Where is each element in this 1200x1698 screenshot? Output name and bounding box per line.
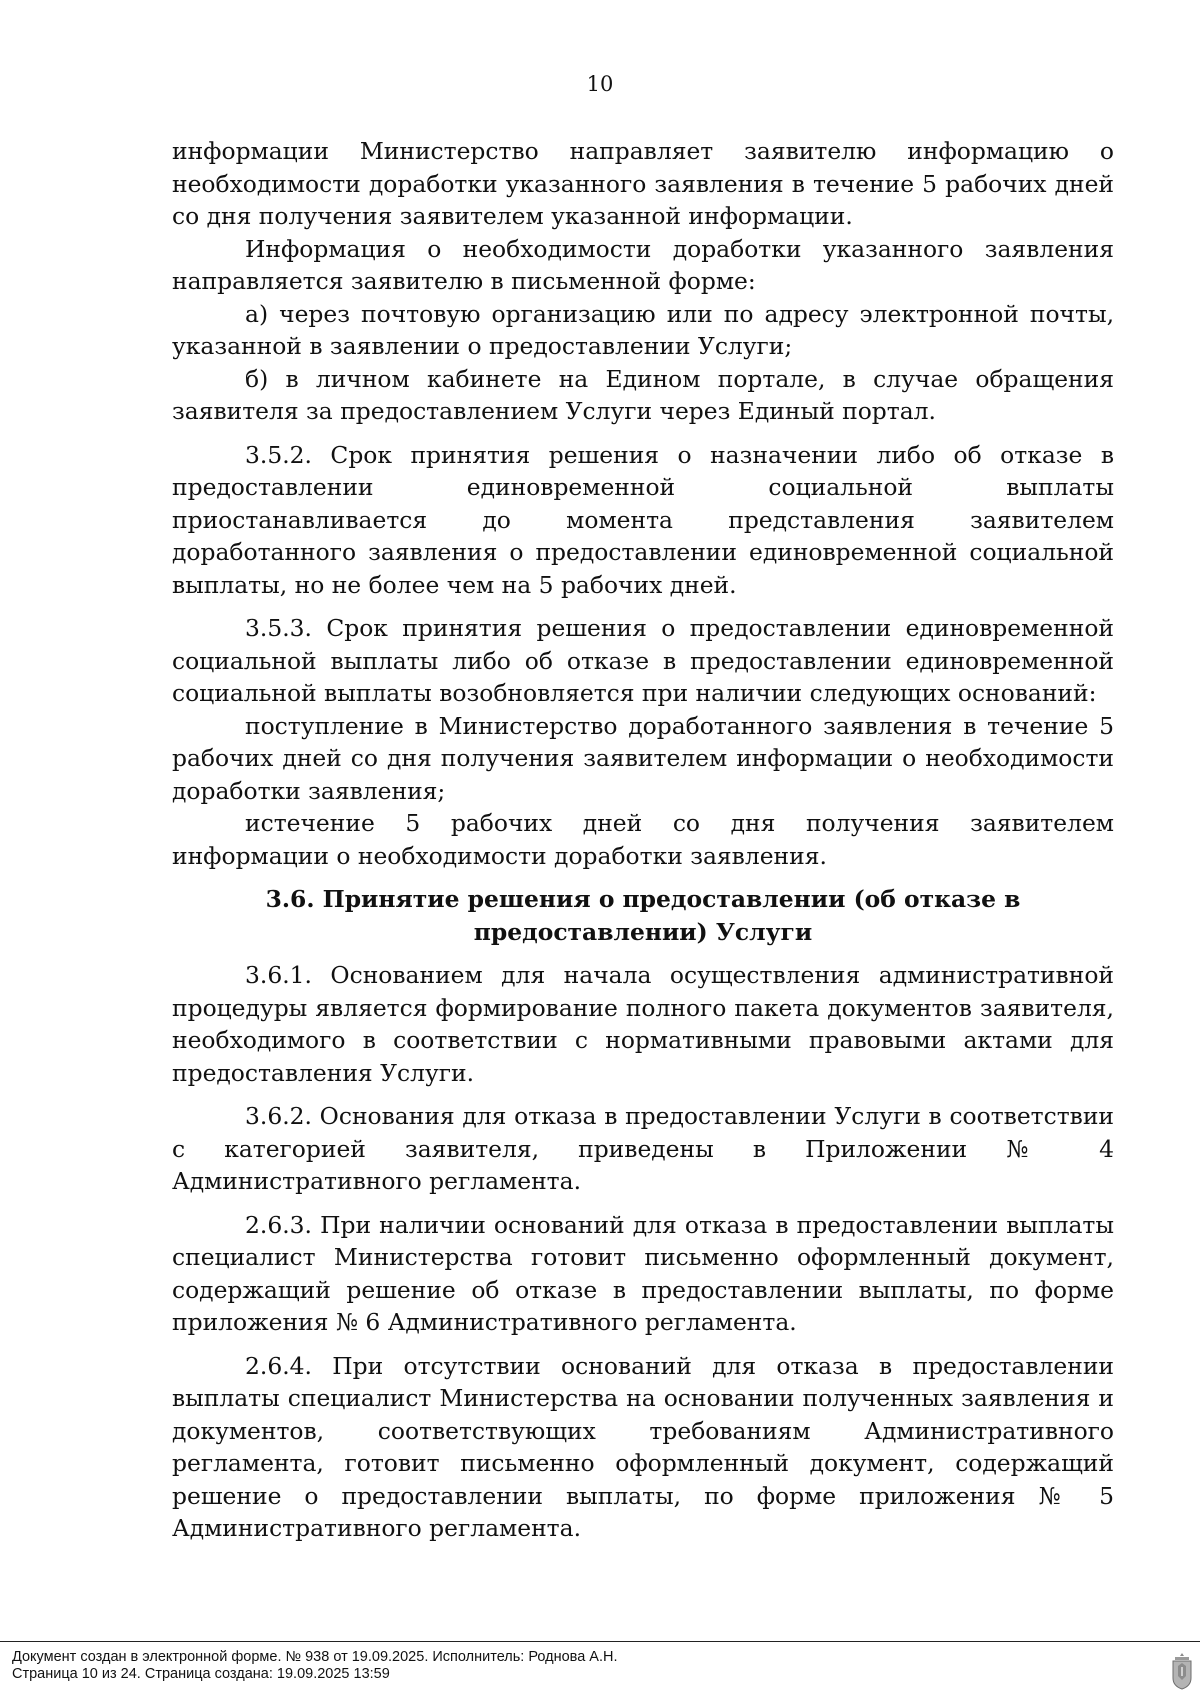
clause-2-6-3: 2.6.3. При наличии оснований для отказа в предоставлении выплаты специалист Министерства готовит письменно оформленный документ, содержащий решение об отказе в предоставлении выплаты, по форме приложения № 6 Административного регламента. [172, 1210, 1114, 1336]
clause-3-6-1: 3.6.1. Основанием для начала осуществления административной процедуры является формирование полного пакета документов заявителя, необходимого в соответствии с нормативными правовыми актами для предоставления Услуги. [172, 961, 1114, 1087]
document-body [172, 135, 1114, 1545]
list-item: а) через почтовую организацию или по адресу электронной почты, указанной в заявлении о предоставлении Услуги; [172, 299, 1114, 360]
list-item: б) в личном кабинете на Едином портале, в случае обращения заявителя за предоставлением Услуги через Единый портал. [172, 364, 1114, 425]
paragraph: Информация о необходимости доработки указанного заявления направляется заявителю в письменной форме: [172, 234, 1114, 295]
footer-line-page: Страница 10 из 24. Страница создана: 19.09.2025 13:59 [12, 1666, 390, 1682]
footer-line-document: Документ создан в электронной форме. № 938 от 19.09.2025. Исполнитель: Роднова А.Н. [12, 1649, 618, 1665]
page-number: 10 [586, 72, 614, 96]
clause-2-6-4: 2.6.4. При отсутствии оснований для отказа в предоставлении выплаты специалист Министерства на основании полученных заявления и документов, соответствующих требованиям Административного регламента, готовит письменно оформленный документ, содержащий решение о предоставлении выплаты, по форме приложения № 5 Административного регламента. [172, 1351, 1114, 1542]
clause-3-5-3: 3.5.3. Срок принятия решения о предоставлении единовременной социальной выплаты либо об отказе в предоставлении единовременной социальной выплаты возобновляется при наличии следующих оснований: [172, 614, 1114, 707]
clause-3-6-2: 3.6.2. Основания для отказа в предоставлении Услуги в соответствии с категорией заявителя, приведены в Приложении № 4 Административного регламента. [172, 1102, 1114, 1195]
document-footer [0, 1641, 1200, 1698]
list-item: истечение 5 рабочих дней со дня получения заявителем информации о необходимости доработки заявления. [172, 809, 1114, 870]
list-item: поступление в Министерство доработанного заявления в течение 5 рабочих дней со дня получения заявителем информации о необходимости доработки заявления; [172, 711, 1114, 805]
paragraph: информации Министерство направляет заявителю информацию о необходимости доработки указанного заявления в течение 5 рабочих дней со дня получения заявителем указанной информации. [172, 137, 1114, 230]
clause-3-5-2: 3.5.2. Срок принятия решения о назначении либо об отказе в предоставлении единовременной социальной выплаты приостанавливается до момента представления заявителем доработанного заявления о предоставлении единовременной социальной выплаты, но не более чем на 5 рабочих дней. [172, 440, 1114, 599]
footer-text [12, 1649, 618, 1683]
section-heading: 3.6. Принятие решения о предоставлении (об отказе в предоставлении) Услуги [265, 885, 1021, 946]
coat-of-arms-icon [1170, 1652, 1194, 1690]
